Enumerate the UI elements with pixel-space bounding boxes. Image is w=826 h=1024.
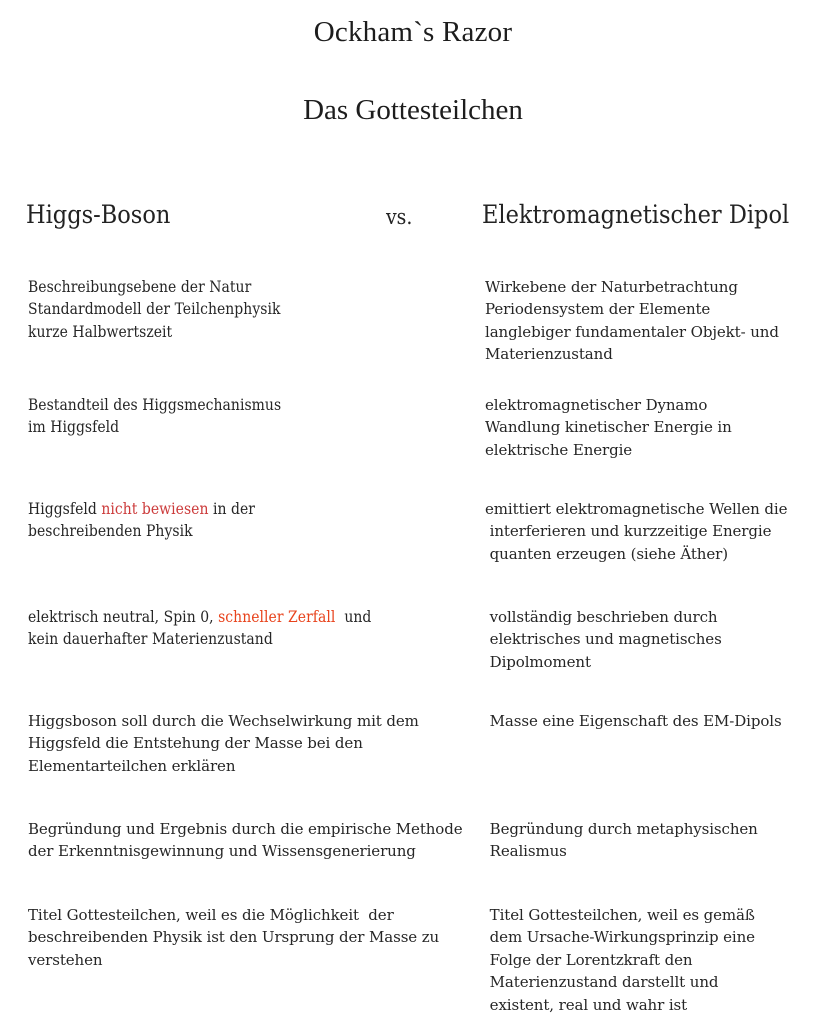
versus-label: vs. bbox=[386, 205, 413, 229]
text-line: Beschreibungsebene der Natur bbox=[28, 278, 252, 296]
text-line: Higgsboson soll durch die Wechselwirkung mit dem bbox=[28, 712, 419, 730]
text-segment: und bbox=[335, 608, 372, 626]
comparison-header bbox=[0, 200, 826, 252]
text-line: Dipolmoment bbox=[485, 652, 591, 671]
text-line: existent, real und wahr ist bbox=[485, 995, 688, 1014]
text-line: Wirkebene der Naturbetrachtung bbox=[485, 278, 738, 296]
text-line: Folge der Lorentzkraft den bbox=[485, 950, 693, 969]
text-line: Elementarteilchen erklären bbox=[28, 756, 236, 775]
comparison-row bbox=[28, 710, 474, 800]
title-block bbox=[0, 0, 826, 128]
highlighted-text: nicht bewiesen bbox=[101, 500, 209, 518]
column-heading-right: Elektromagnetischer Dipol bbox=[482, 200, 790, 229]
page-title: Ockham`s Razor bbox=[313, 16, 513, 48]
text-line: Titel Gottesteilchen, weil es die Möglichkeit der bbox=[28, 906, 394, 924]
comparison-row bbox=[28, 818, 474, 886]
text-line: elektromagnetischer Dynamo bbox=[485, 396, 708, 414]
text-line: Higgsfeld die Entstehung der Masse bei den bbox=[28, 734, 363, 753]
text-line: kurze Halbwertszeit bbox=[28, 322, 173, 341]
text-line: Standardmodell der Teilchenphysik bbox=[28, 300, 281, 319]
text-segment: elektrisch neutral, Spin 0, bbox=[28, 608, 219, 626]
text-line: Begründung und Ergebnis durch die empirische Methode bbox=[28, 820, 463, 838]
comparison-row bbox=[485, 818, 815, 886]
text-line: vollständig beschrieben durch bbox=[485, 608, 718, 626]
column-heading-left: Higgs-Boson bbox=[26, 200, 171, 229]
text-line: Materienzustand darstellt und bbox=[485, 973, 719, 992]
text-line: Titel Gottesteilchen, weil es gemäß bbox=[485, 906, 755, 924]
text-line-with-highlight bbox=[28, 498, 474, 520]
text-line: elektrische Energie bbox=[485, 440, 633, 459]
text-line: Bestandteil des Higgsmechanismus bbox=[28, 396, 282, 414]
comparison-row bbox=[28, 606, 474, 692]
text-segment: in der bbox=[208, 500, 256, 518]
comparison-row bbox=[485, 276, 815, 376]
text-line: der Erkenntnisgewinnung und Wissensgenerierung bbox=[28, 842, 416, 861]
text-line: langlebiger fundamentaler Objekt- und bbox=[485, 322, 779, 341]
comparison-row bbox=[28, 904, 474, 1024]
page-subtitle: Das Gottesteilchen bbox=[303, 94, 523, 126]
text-line: beschreibenden Physik ist den Ursprung der Masse zu bbox=[28, 928, 440, 947]
text-line: Realismus bbox=[485, 842, 567, 861]
text-line: elektrisches und magnetisches bbox=[485, 630, 722, 649]
comparison-row bbox=[485, 710, 815, 800]
text-line: quanten erzeugen (siehe Äther) bbox=[485, 544, 728, 563]
text-line: Periodensystem der Elemente bbox=[485, 300, 711, 319]
highlighted-text: schneller Zerfall bbox=[218, 608, 336, 626]
text-line: kein dauerhafter Materienzustand bbox=[28, 630, 273, 649]
text-line: verstehen bbox=[28, 950, 103, 969]
comparison-row bbox=[28, 498, 474, 588]
comparison-row bbox=[485, 606, 815, 692]
text-line: im Higgsfeld bbox=[28, 418, 120, 437]
text-segment: Higgsfeld bbox=[28, 500, 102, 518]
text-line-with-highlight bbox=[28, 606, 474, 628]
comparison-row bbox=[485, 394, 815, 480]
text-line: dem Ursache-Wirkungsprinzip eine bbox=[485, 928, 755, 947]
text-line: Begründung durch metaphysischen bbox=[485, 820, 758, 838]
text-line: Masse eine Eigenschaft des EM-Dipols bbox=[485, 712, 782, 730]
text-line: Materienzustand bbox=[485, 345, 613, 364]
column-elektromagnetischer-dipol bbox=[485, 276, 815, 1024]
comparison-row bbox=[485, 904, 815, 1024]
comparison-row bbox=[28, 276, 474, 376]
text-line: Wandlung kinetischer Energie in bbox=[485, 418, 732, 437]
comparison-row bbox=[485, 498, 815, 588]
column-higgs-boson bbox=[28, 276, 474, 1024]
comparison-row bbox=[28, 394, 474, 480]
text-line: emittiert elektromagnetische Wellen die bbox=[485, 500, 788, 518]
text-line: interferieren und kurzzeitige Energie bbox=[485, 522, 772, 541]
text-line: beschreibenden Physik bbox=[28, 522, 193, 541]
